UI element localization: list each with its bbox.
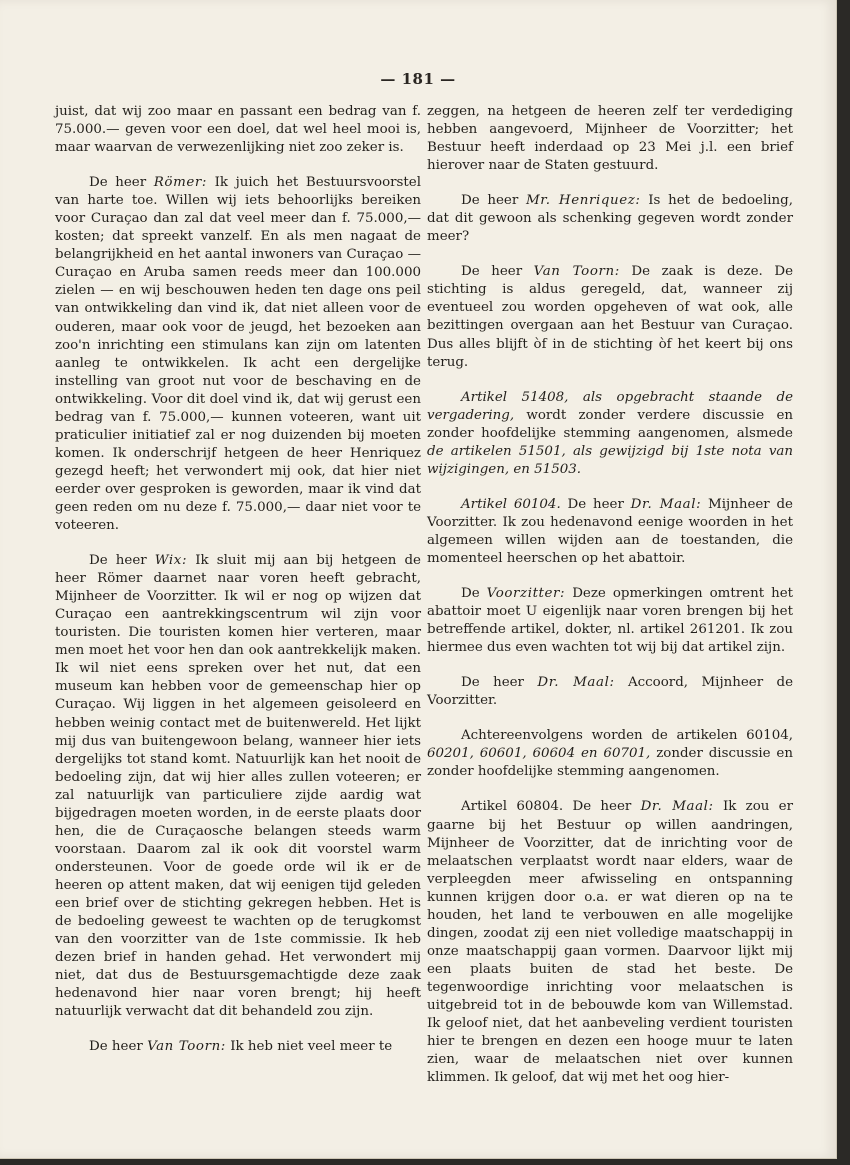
article-60804 — [427, 798, 793, 1087]
speech-voorzitter — [427, 585, 793, 657]
paragraph — [55, 103, 421, 157]
article-reference: Artikel 60104. — [461, 496, 561, 512]
speech-henriquez — [427, 192, 793, 246]
speech-maal — [427, 674, 793, 710]
paragraph-text: Accoord, Mijnheer de Voorzitter. — [427, 675, 793, 709]
article-reference: de artikelen 51501, als gewijzigd bij 1ste nota van wijzigingen, en 51503. — [427, 443, 793, 477]
paragraph-text: Mijnheer de Voorzitter. Ik zou hedenavond eenige woorden in het algemeen willen wijden aan de toestanden, die momenteel heerschen op het abattoir. — [427, 496, 793, 566]
speaker-name: Voorzitter: — [486, 586, 566, 602]
paragraph-text: Deze opmerkingen omtrent het abattoir moet U eigenlijk naar voren brengen bij het betreffende artikel, dokter, nl. artikel 261201. Ik zou hiermee dus even wachten tot wij bij dat artikel zijn. — [427, 586, 793, 656]
left-column — [55, 103, 421, 1056]
speaker-name: Römer: — [153, 175, 208, 191]
speaker-name: Van Toorn: — [533, 264, 620, 280]
paragraph-text: zeggen, na hetgeen de heeren zelf ter verdediging hebben aangevoerd, Mijnheer de Voorzitter; het Bestuur heeft inderdaad op 23 Mei j.l. een brief hierover naar de Staten gestuurd. — [427, 104, 793, 174]
paragraph-text: Ik sluit mij aan bij hetgeen de heer Römer daarnet naar voren heeft gebracht, Mijnheer de Voorzitter. Ik wil er nog op wijzen dat Curaçao een aantrekkingscentrum wil zijn voor touristen. Die touristen komen hier verteren, maar men moet het voor hen dan ook aantrekkelijk maken. Ik wil niet eens spreken over het nut, dat een museum kan hebben voor de gemeenschap hier op Curaçao. Wij liggen in het algemeen geisoleerd en hebben weinig contact met de buitenwereld. Het lijkt mij dus van buitengewoon belang, wanneer hier iets dergelijks tot stand komt. Natuurlijk kan het nooit de bedoeling zijn, dat wij hier alles zullen voteeren; er zal natuurlijk van particuliere zijde aardig wat bijgedragen moeten worden, in de eerste plaats door hen, die de Curaçaosche belangen steeds warm voorstaan. Daarom zal ik ook dit voorstel warm ondersteunen. Voor de goede orde wil ik er de heeren op attent maken, dat wij eenigen tijd geleden een brief over de stichting gekregen hebben. Het is de bedoeling geweest te wachten op de terugkomst van den voorzitter van de 1ste commissie. Ik heb dezen brief in handen gehad. Het verwondert mij niet, dat dus de Bestuursgemachtigde deze zaak hedenavond hier naar voren brengt; hij heeft natuurlijk verwacht dat dit behandeld zou zijn. — [55, 553, 421, 1020]
page-number: — 181 — — [380, 70, 456, 88]
paragraph-text: De zaak is deze. De stichting is aldus geregeld, dat, wanneer zij eventueel zou worden opgeheven of wat ook, alle bezittingen overgaan aan het Bestuur van Curaçao. Dus alles blijft òf in de stichting òf het keert bij ons terug. — [427, 264, 793, 370]
speech-van-toorn — [427, 263, 793, 371]
speaker-name: Wix: — [154, 553, 188, 569]
speaker-prefix: De heer — [567, 496, 624, 512]
speech-romer — [55, 174, 421, 535]
speech-wix — [55, 552, 421, 1021]
articles-adopted — [427, 727, 793, 781]
speech-van-toorn — [55, 1038, 421, 1056]
article-51408 — [427, 389, 793, 479]
paragraph-text: Ik zou er gaarne bij het Bestuur op willen aandringen, Mijnheer de Voorzitter, dat de inrichting voor de melaatschen verplaatst wordt naar elders, waar de verpleegden meer afwisseling en ontspanning kunnen krijgen door o.a. er wat dieren op na te houden, het land te verbouwen en alle mogelijke dingen, zoodat zij een niet volledige maatschappij in onze maatschappij gaan vormen. Daarvoor lijkt mij een plaats buiten de stad het beste. De tegenwoordige inrichting voor melaatschen is uitgebreid tot in de bebouwde kom van Willemstad. Ik geloof niet, dat het aanbeveling verdient touristen hier te brengen en dezen een hooge muur te laten zien, waar de melaatschen niet over kunnen klimmen. Ik geloof, dat wij met het oog hier- — [427, 799, 794, 1086]
paragraph-text: Achtereenvolgens worden de artikelen 60104, — [461, 728, 793, 744]
paragraph-text: Is het de bedoeling, dat dit gewoon als schenking gegeven wordt zonder meer? — [427, 193, 793, 245]
speaker-prefix: De heer — [461, 193, 519, 209]
speaker-prefix: De heer — [89, 1039, 143, 1055]
speaker-prefix: De heer — [461, 675, 524, 691]
speaker-name: Van Toorn: — [147, 1039, 226, 1055]
paragraph-text: Ik heb niet veel meer te — [230, 1039, 393, 1055]
speaker-name: Dr. Maal: — [630, 496, 702, 512]
speaker-prefix: De heer — [89, 553, 147, 569]
paragraph-text: juist, dat wij zoo maar en passant een bedrag van f. 75.000.— geven voor een doel, dat wel heel mooi is, maar waarvan de verwezenlijking niet zoo zeker is. — [55, 104, 421, 156]
speaker-name: Dr. Maal: — [537, 675, 615, 691]
speaker-name: Dr. Maal: — [640, 799, 714, 815]
paragraph-text: zonder discussie en zonder hoofdelijke stemming aangenomen. — [427, 746, 793, 780]
speaker-prefix: Artikel 60804. De heer — [461, 799, 632, 815]
speaker-prefix: De heer — [461, 264, 523, 280]
article-reference: Artikel 51408, als opgebracht staande de vergadering, — [427, 389, 793, 423]
paragraph-text: Ik juich het Bestuursvoorstel van harte toe. Willen wij iets behoorlijks bereiken voor Curaçao dan zal dat veel meer dan f. 75.000,— kosten; dat spreekt vanzelf. En als men nagaat de belangrijkheid en het aantal inwoners van Curaçao — Curaçao en Aruba samen reeds meer dan 100.000 zielen — en wij beschouwen heden ten dage ons peil van ontwikkeling dan vind ik, dat niet alleen voor de ouderen, maar ook voor de jeugd, het bezoeken aan zoo'n inrichting een stimulans kan zijn om latenten aanleg te ontwikkelen. Ik acht een dergelijke instelling van groot nut voor de beschaving en de ontwikkeling. Voor dit doel vind ik, dat wij gerust een bedrag van f. 75.000,— kunnen voteeren, want uit praticulier initiatief zal er nog duizenden bij moeten komen. Ik onderschrijf hetgeen de heer Henriquez gezegd heeft; het verwondert mij ook, dat hier niet eerder over gesproken is geworden, maar ik vind dat geen reden om nu deze f. 75.000,— daar niet voor te voteeren. — [55, 175, 421, 534]
speaker-prefix: De — [461, 586, 480, 602]
paragraph-text: wordt zonder verdere discussie en zonder hoofdelijke stemming aangenomen, alsmede — [427, 407, 793, 441]
speaker-name: Mr. Henriquez: — [525, 193, 641, 209]
speaker-prefix: De heer — [89, 175, 147, 191]
article-reference: 60201, 60601, 60604 en 60701, — [427, 746, 651, 762]
right-column — [427, 103, 793, 1087]
paragraph — [427, 103, 793, 175]
article-60104 — [427, 496, 793, 568]
